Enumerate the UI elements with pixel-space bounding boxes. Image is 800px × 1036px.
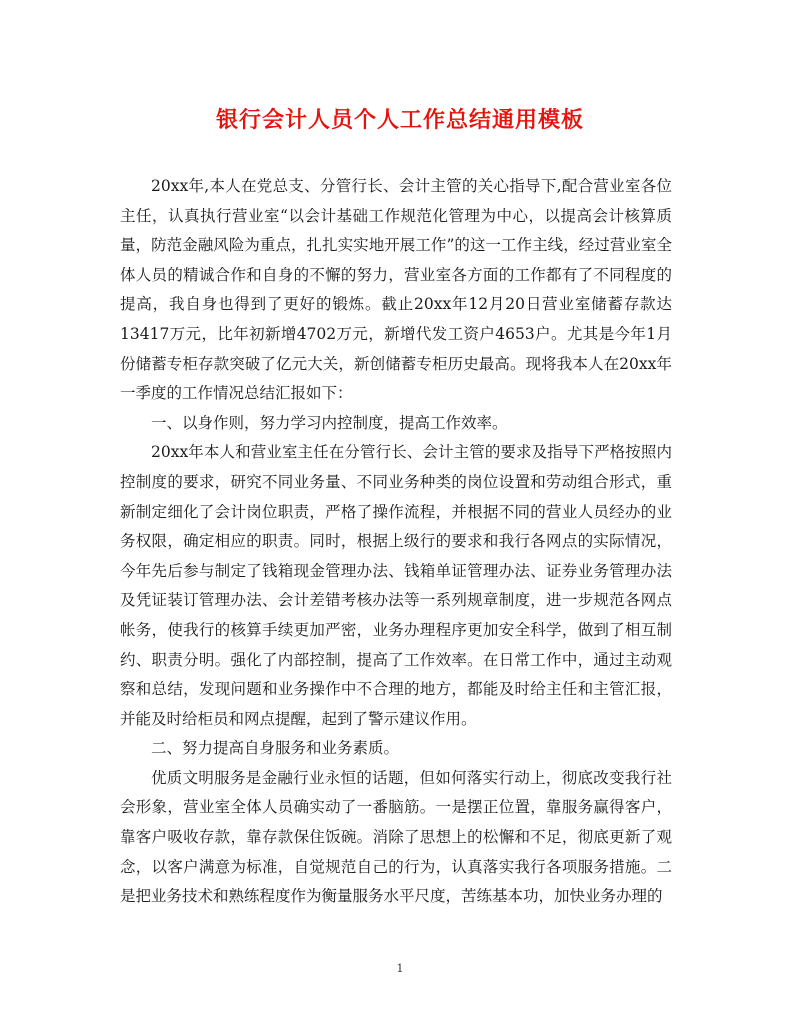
document-title: 银行会计人员个人工作总结通用模板 bbox=[215, 108, 584, 133]
page-number: 1 bbox=[396, 962, 404, 975]
document-body bbox=[120, 172, 672, 912]
section-heading-1: 一、以身作则，努力学习内控制度，提高工作效率。 bbox=[151, 413, 508, 432]
paragraph-section-2: 优质文明服务是金融行业永恒的话题，但如何落实行动上，彻底改变我行社会形象，营业室全体人员确实动了一番脑筋。一是摆正位置，靠服务赢得客户，靠客户吸收存款，靠存款保住饭碗。消除了思想上的松懈和不足，彻底更新了观念，以客户满意为标准，自觉规范自己的行为，认真落实我行各项服务措施。二是把业务技术和熟练程度作为衡量服务水平尺度，苦练基本功，加快业务办理的 bbox=[120, 768, 672, 906]
section-heading-2: 二、努力提高自身服务和业务素质。 bbox=[151, 739, 400, 758]
paragraph-section-1: 20xx年本人和营业室主任在分管行长、会计主管的要求及指导下严格按照内控制度的要求，研究不同业务量、不同业务种类的岗位设置和劳动组合形式，重新制定细化了会计岗位职责，严格了操作流程，并根据不同的营业人员经办的业务权限，确定相应的职责。同时，根据上级行的要求和我行各网点的实际情况，今年先后参与制定了钱箱现金管理办法、钱箱单证管理办法、证券业务管理办法及凭证装订管理办法、会计差错考核办法等一系列规章制度，进一步规范各网点帐务，使我行的核算手续更加严密，业务办理程序更加安全科学，做到了相互制约、职责分明。强化了内部控制，提高了工作效率。在日常工作中，通过主动观察和总结，发现问题和业务操作中不合理的地方，都能及时给主任和主管汇报，并能及时给柜员和网点提醒，起到了警示建议作用。 bbox=[120, 443, 672, 728]
paragraph-intro: 20xx年,本人在党总支、分管行长、会计主管的关心指导下,配合营业室各位主任，认真执行营业室“以会计基础工作规范化管理为中心，以提高会计核算质量，防范金融风险为重点，扎扎实实地开展工作”的这一工作主线，经过营业室全体人员的精诚合作和自身的不懈的努力，营业室各方面的工作都有了不同程度的提高，我自身也得到了更好的锻炼。截止20xx年12月20日营业室储蓄存款达13417万元，比年初新增4702万元，新增代发工资户4653户。尤其是今年1月份储蓄专柜存款突破了亿元大关，新创储蓄专柜历史最高。现将我本人在20xx年一季度的工作情况总结汇报如下： bbox=[120, 177, 672, 403]
